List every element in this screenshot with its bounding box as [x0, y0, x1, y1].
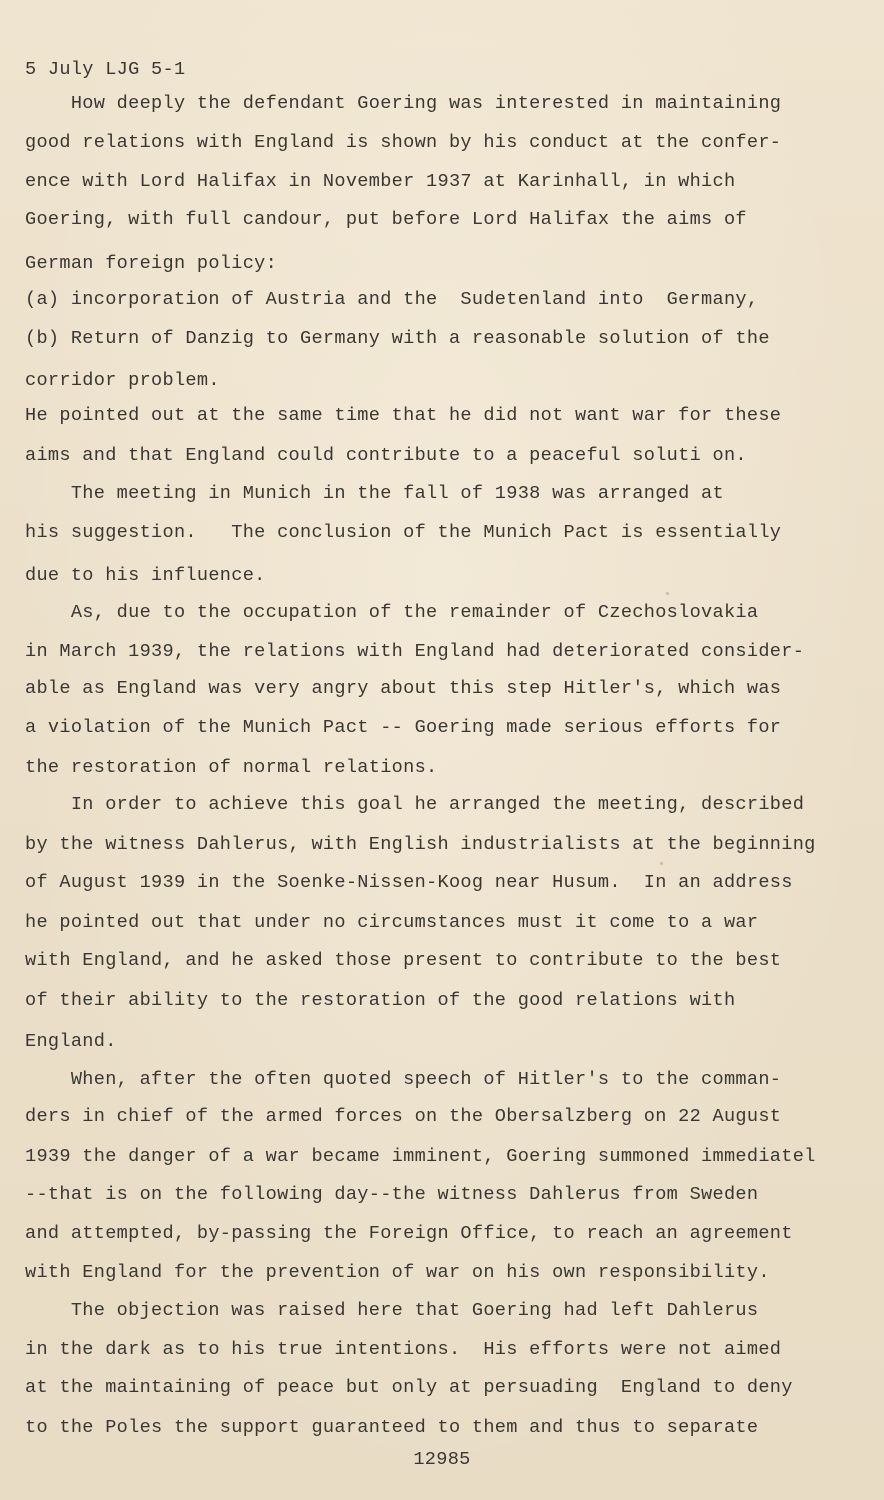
paper-speck	[660, 862, 663, 865]
text-line: Goering, with full candour, put before Lord Halifax the aims of	[25, 209, 747, 230]
text-line: ence with Lord Halifax in November 1937 at Karinhall, in which	[25, 171, 736, 192]
text-line: to the Poles the support guaranteed to them and thus to separate	[25, 1417, 759, 1438]
text-line: a violation of the Munich Pact -- Goering made serious efforts for	[25, 717, 782, 738]
text-line: When, after the often quoted speech of Hitler's to the comman-	[25, 1069, 782, 1090]
page-number: 12985	[413, 1449, 471, 1470]
text-line: How deeply the defendant Goering was interested in maintaining	[25, 93, 782, 114]
text-line: The objection was raised here that Goering had left Dahlerus	[25, 1300, 759, 1321]
text-line: at the maintaining of peace but only at persuading England to deny	[25, 1377, 793, 1398]
text-line: (b) Return of Danzig to Germany with a reasonable solution of the	[25, 328, 770, 349]
text-line: (a) incorporation of Austria and the Sudetenland into Germany,	[25, 289, 759, 310]
text-line: with England, and he asked those present to contribute to the best	[25, 950, 782, 971]
text-line: good relations with England is shown by his conduct at the confer-	[25, 132, 782, 153]
text-line: able as England was very angry about this step Hitler's, which was	[25, 678, 782, 699]
text-line: He pointed out at the same time that he did not want war for these	[25, 405, 782, 426]
text-line: his suggestion. The conclusion of the Munich Pact is essentially	[25, 522, 782, 543]
text-line: 1939 the danger of a war became imminent, Goering summoned immediatel	[25, 1146, 816, 1167]
text-line: and attempted, by-passing the Foreign Office, to reach an agreement	[25, 1223, 793, 1244]
text-line: corridor problem.	[25, 370, 220, 391]
text-line: aims and that England could contribute to a peaceful soluti on.	[25, 445, 747, 466]
text-line: England.	[25, 1031, 117, 1052]
paper-speck	[666, 592, 669, 595]
text-line: he pointed out that under no circumstances must it come to a war	[25, 912, 759, 933]
document-ref: 5 July LJG 5-1	[25, 59, 186, 80]
text-line: of their ability to the restoration of the good relations with	[25, 990, 736, 1011]
text-line: In order to achieve this goal he arranged the meeting, described	[25, 794, 805, 815]
text-line: due to his influence.	[25, 565, 266, 586]
text-line: ders in chief of the armed forces on the Obersalzberg on 22 August	[25, 1106, 782, 1127]
text-line: in March 1939, the relations with England had deteriorated consider-	[25, 641, 805, 662]
text-line: of August 1939 in the Soenke-Nissen-Koog near Husum. In an address	[25, 872, 793, 893]
text-line: The meeting in Munich in the fall of 1938 was arranged at	[25, 483, 724, 504]
text-line: the restoration of normal relations.	[25, 757, 438, 778]
text-line: --that is on the following day--the witness Dahlerus from Sweden	[25, 1184, 759, 1205]
text-line: German foreign policy:	[25, 253, 278, 274]
text-line: As, due to the occupation of the remainder of Czechoslovakia	[25, 602, 759, 623]
text-line: with England for the prevention of war on his own responsibility.	[25, 1262, 770, 1283]
text-line: in the dark as to his true intentions. His efforts were not aimed	[25, 1339, 782, 1360]
text-line: by the witness Dahlerus, with English industrialists at the beginning	[25, 834, 816, 855]
